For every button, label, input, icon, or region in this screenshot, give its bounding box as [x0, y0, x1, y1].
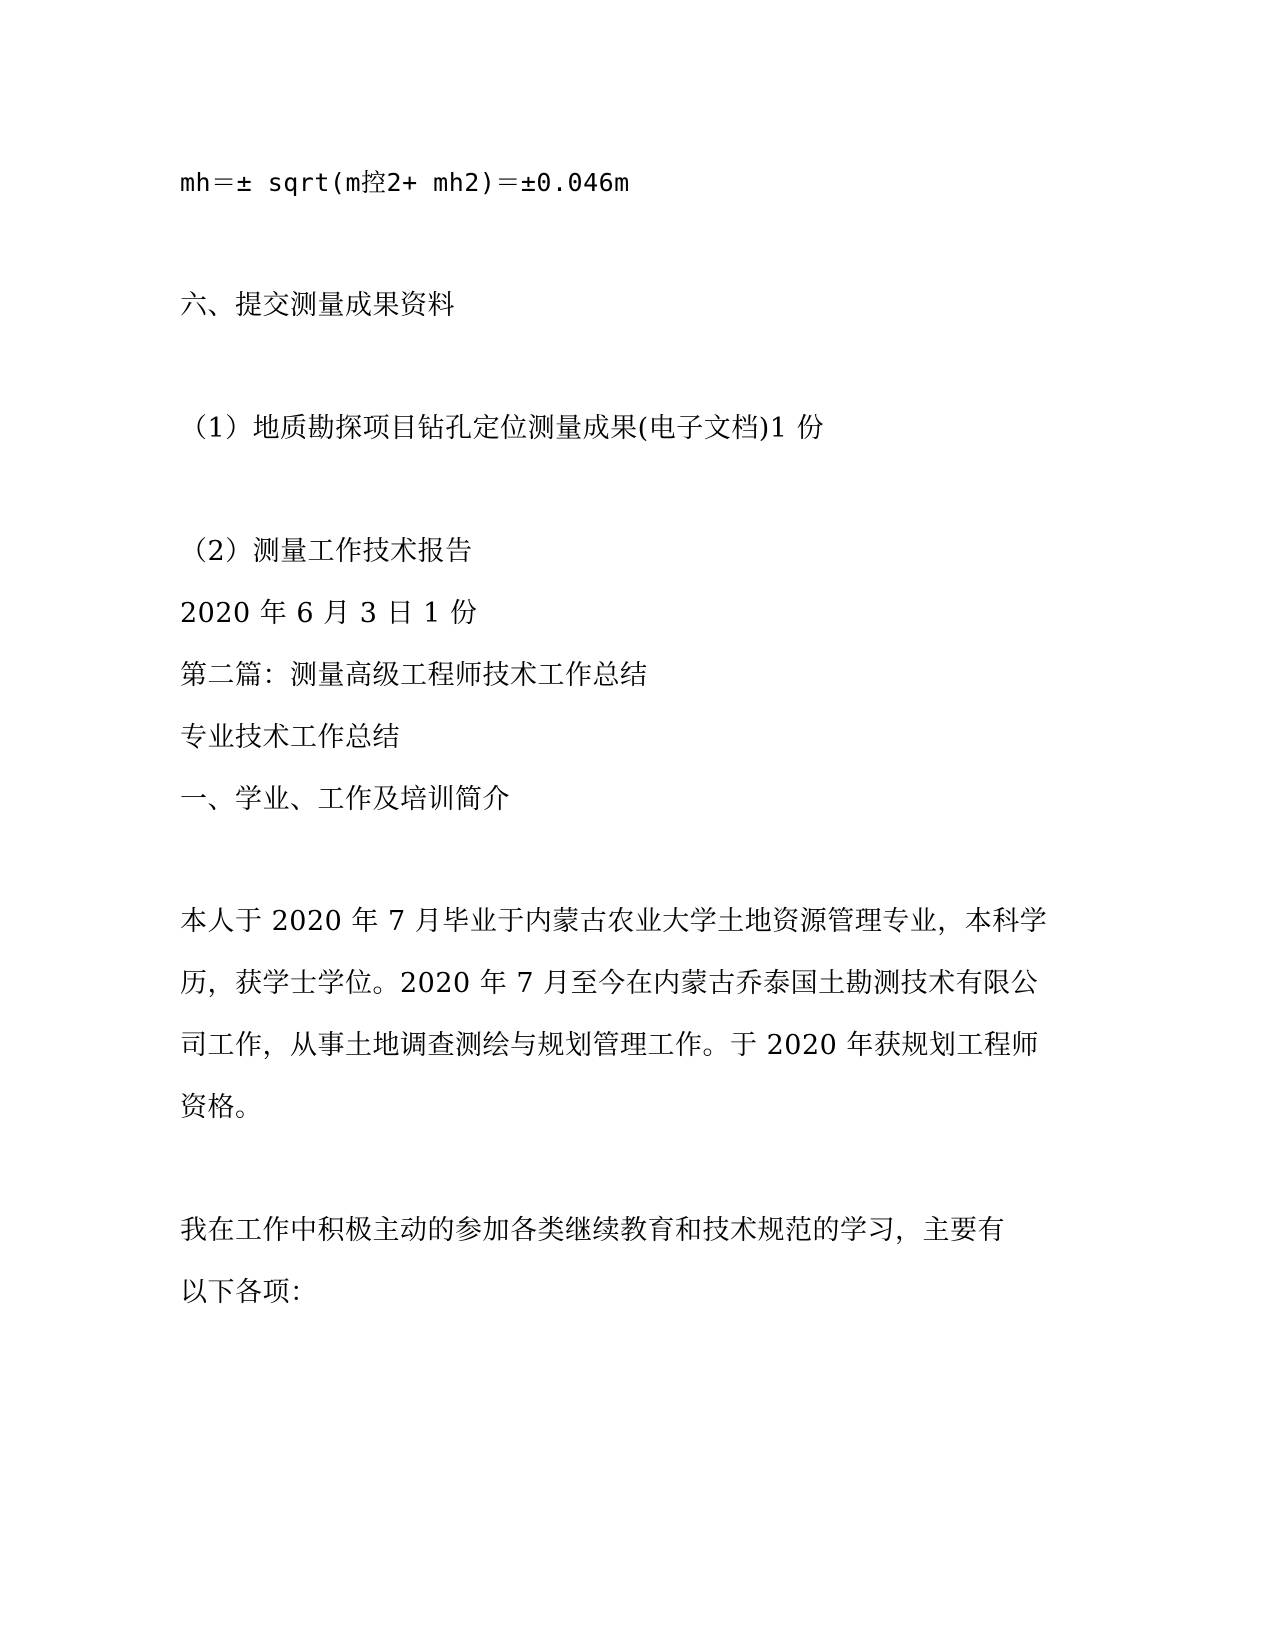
part-two-title: 第二篇：测量高级工程师技术工作总结: [180, 660, 648, 691]
paragraph-1-line-4: 资格。: [180, 1092, 263, 1123]
deliverable-item-2: （2）测量工作技术报告: [180, 536, 473, 567]
summary-title: 专业技术工作总结: [180, 722, 400, 753]
formula-line: mh＝± sqrt(m控2+ mh2)＝±0.046m: [180, 168, 630, 197]
paragraph-1-line-1: 本人于 2020 年 7 月毕业于内蒙古农业大学土地资源管理专业，本科学: [180, 906, 1048, 937]
paragraph-2-line-1: 我在工作中积极主动的参加各类继续教育和技术规范的学习，主要有: [180, 1215, 1005, 1246]
paragraph-1-line-3: 司工作，从事土地调查测绘与规划管理工作。于 2020 年获规划工程师: [180, 1030, 1039, 1061]
paragraph-2-line-2: 以下各项：: [180, 1277, 318, 1308]
section-one-heading: 一、学业、工作及培训简介: [180, 784, 510, 815]
paragraph-1-line-2: 历，获学士学位。2020 年 7 月至今在内蒙古乔泰国土勘测技术有限公: [180, 968, 1039, 999]
date-line: 2020 年 6 月 3 日 1 份: [180, 598, 478, 629]
section-six-heading: 六、提交测量成果资料: [180, 290, 455, 321]
deliverable-item-1: （1）地质勘探项目钻孔定位测量成果(电子文档)1 份: [180, 413, 825, 444]
